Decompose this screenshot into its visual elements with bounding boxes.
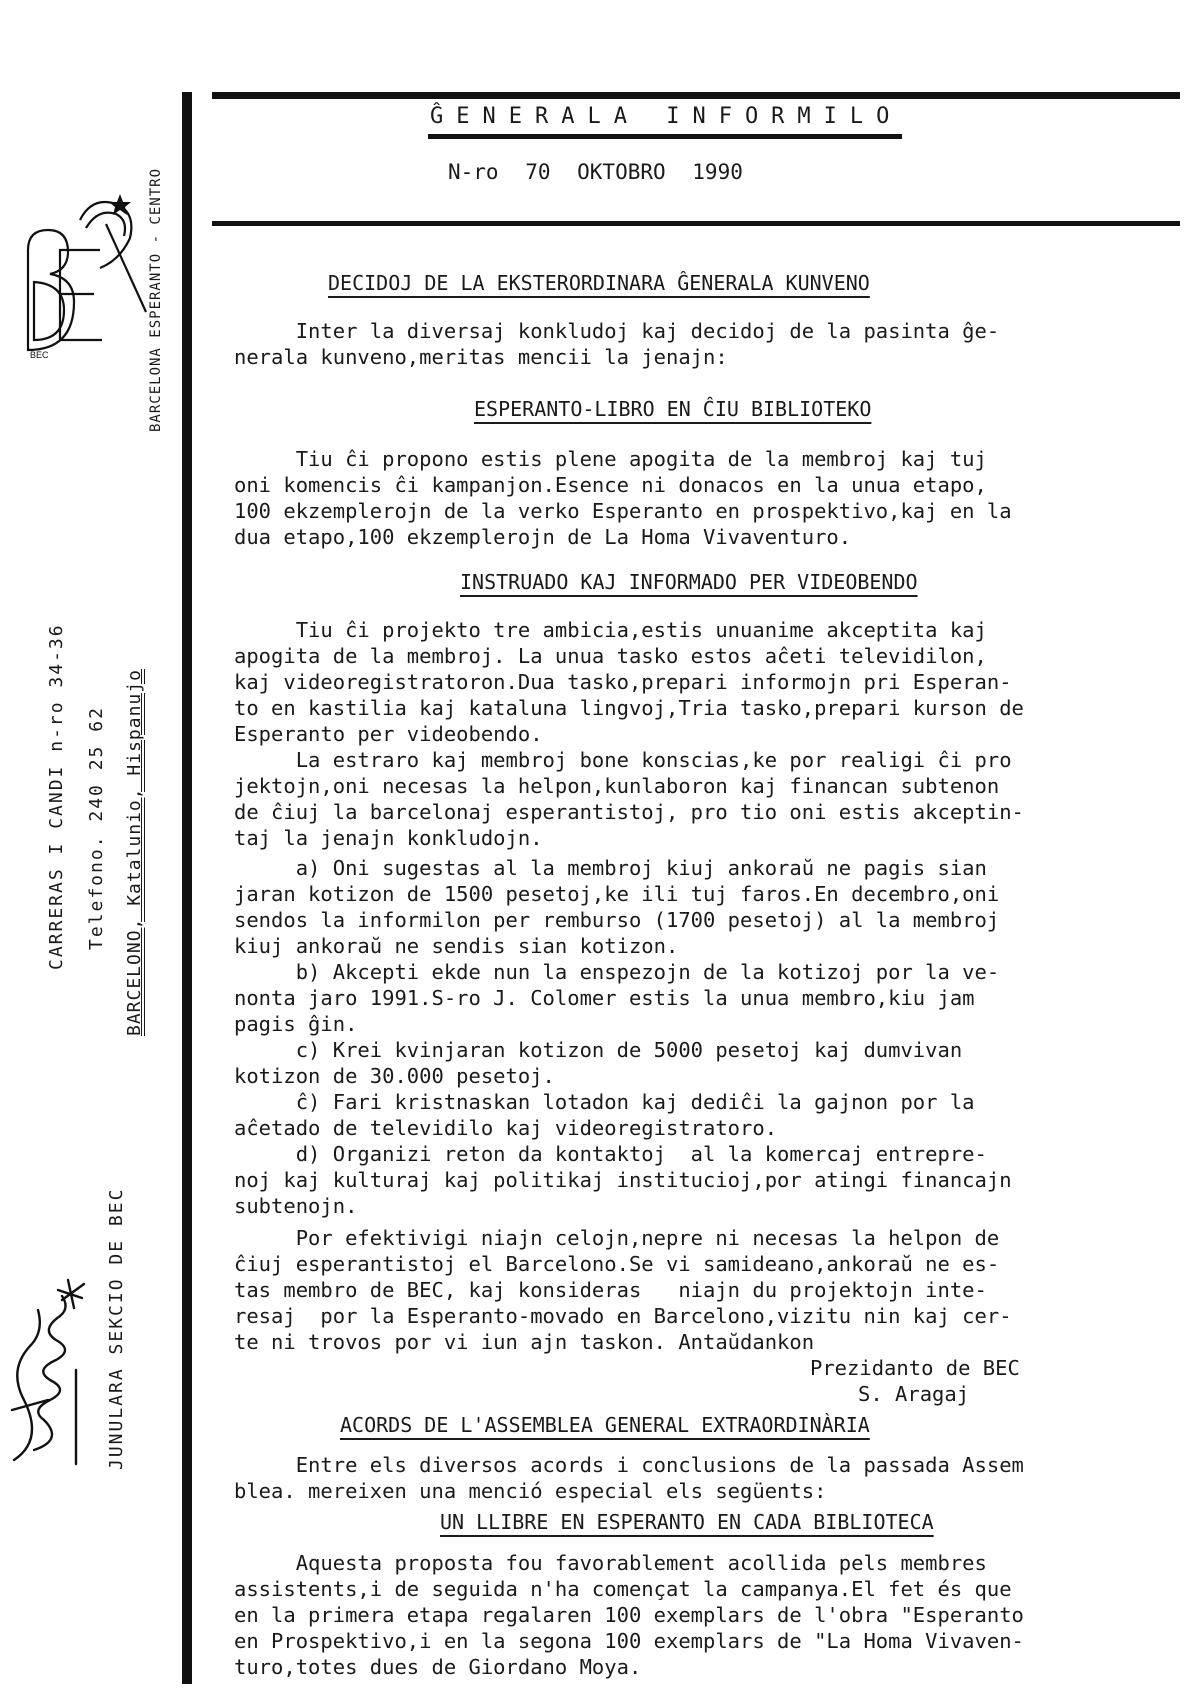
list-item: kotizon de 30.000 pesetoj. — [234, 1064, 555, 1088]
text-line: Tiu ĉi propono estis plene apogita de la membroj kaj tuj — [234, 447, 987, 471]
text-line: 100 ekzemplerojn de la verko Esperanto en prospektivo,kaj en la — [234, 499, 1012, 523]
organization-name: BARCELONA ESPERANTO - CENTRO — [148, 167, 164, 432]
text-line: en Prospektivo,i en la segona 100 exemplars de "La Homa Vivaven- — [234, 1629, 1024, 1653]
text-line: Esperanto per videobendo. — [234, 722, 543, 746]
list-item: b) Akcepti ekde nun la enspezojn de la kotizoj por la ve- — [234, 960, 1000, 984]
list-item: aĉetado de televidilo kaj videoregistratoro. — [234, 1116, 778, 1140]
text-line: apogita de la membroj. La unua tasko estos aĉeti televidilon, — [234, 644, 987, 668]
text-line: ĉiuj esperantistoj el Barcelono.Se vi samideano,ankoraŭ ne es- — [234, 1252, 1000, 1276]
list-item: pagis ĝin. — [234, 1012, 358, 1036]
text-line: Aquesta proposta fou favorablement acollida pels membres — [234, 1551, 987, 1575]
text-line: blea. mereixen una menció especial els següents: — [234, 1479, 827, 1503]
header-top-rule — [212, 92, 1180, 99]
phone-number: Telefono. 240 25 62 — [86, 706, 107, 950]
text-line: taj la jenajn konkludojn. — [234, 826, 543, 850]
list-item: nonta jaro 1991.S-ro J. Colomer estis la unua membro,kiu jam — [234, 986, 975, 1010]
handwritten-signature — [4, 1250, 90, 1470]
title-underline — [428, 134, 902, 139]
text-line: La estraro kaj membroj bone konscias,ke por realigi ĉi pro — [234, 748, 1012, 772]
text-line: Entre els diversos acords i conclusions de la passada Assem — [234, 1453, 1024, 1477]
bec-logo — [20, 190, 150, 360]
conclusions-list — [234, 855, 1012, 1219]
text-line: dua etapo,100 ekzemplerojn de La Homa Vivaventuro. — [234, 525, 852, 549]
closing-paragraph — [234, 1225, 1012, 1355]
signoff-name: S. Aragaj — [858, 1382, 970, 1406]
list-item: sendos la informilon per rembursо (1700 pesetoj) al la membroj — [234, 908, 1000, 932]
text-line: assistents,i de seguida n'ha començat la campanya.El fet és que — [234, 1577, 1012, 1601]
issue-number-date: N-ro 70 OKTOBRO 1990 — [448, 160, 743, 184]
text-line: Por efektivigi niajn celojn,nepre ni necesas la helpon de — [234, 1226, 1000, 1250]
signoff-role: Prezidanto de BEC — [810, 1356, 1020, 1380]
text-line: resaj por la Esperanto-movado en Barcelono,vizitu nin kaj cer- — [234, 1304, 1012, 1328]
section-body-video — [234, 617, 1024, 851]
article-intro — [234, 318, 999, 370]
list-item: ĉ) Fari kristnaskan lotadon kaj dediĉi la gajnon por la — [234, 1090, 975, 1114]
catalan-subheading: UN LLIBRE EN ESPERANTO EN CADA BIBLIOTECA — [440, 1510, 934, 1534]
text-line: nerala kunveno,meritas mencii la jenajn: — [234, 345, 728, 369]
section-heading-video: INSTRUADO KAJ INFORMADO PER VIDEOBENDO — [460, 570, 918, 594]
text-line: turo,totes dues de Giordano Moya. — [234, 1655, 642, 1679]
newsletter-title: ĜENERALA INFORMILO — [430, 104, 903, 129]
list-item: subtenojn. — [234, 1194, 358, 1218]
text-line: oni komencis ĉi kampanjon.Esence ni donacos en la unua etapo, — [234, 473, 987, 497]
section-heading-library: ESPERANTO-LIBRO EN ĈIU BIBLIOTEKO — [474, 397, 872, 421]
catalan-heading: ACORDS DE L'ASSEMBLEA GENERAL EXTRAORDINÀRIA — [340, 1413, 870, 1437]
text-line: te ni trovos por vi iun ajn taskon. Antaŭdankon — [234, 1330, 815, 1354]
text-line: de ĉiuj la barcelonaj esperantistoj, pro tio oni estis akceptin- — [234, 800, 1024, 824]
text-line: tas membro de BEC, kaj konsideras niajn du projektojn inte- — [234, 1278, 987, 1302]
text-line: kaj videoregistratoron.Dua tasko,prepari informojn pri Esperan- — [234, 670, 1012, 694]
list-item: a) Oni sugestas al la membroj kiuj ankoraŭ ne pagis sian — [234, 856, 987, 880]
address: CARRERAS I CANDI n-ro 34-36 — [46, 623, 67, 970]
left-vertical-rule — [182, 92, 192, 1684]
header-bottom-rule — [212, 221, 1180, 226]
list-item: c) Krei kvinjaran kotizon de 5000 pesetoj kaj dumvivan — [234, 1038, 963, 1062]
city-location: BARCELONO, Katalunio, Hispanujo — [124, 669, 145, 1036]
catalan-body — [234, 1550, 1024, 1680]
section-body-library — [234, 446, 1012, 550]
article-heading-decisions: DECIDOJ DE LA EKSTERORDINARA ĜENERALA KUNVENO — [328, 271, 870, 295]
catalan-intro — [234, 1452, 1024, 1504]
youth-section: JUNULARA SEKCIO DE BEC — [106, 1187, 127, 1470]
list-item: kiuj ankoraŭ ne sendis sian kotizon. — [234, 934, 679, 958]
text-line: to en kastilia kaj kataluna lingvoj,Tria tasko,prepari kurson de — [234, 696, 1024, 720]
logo-text: BEC — [30, 350, 49, 360]
text-line: Tiu ĉi projekto tre ambicia,estis unuanime akceptita kaj — [234, 618, 987, 642]
list-item: d) Organizi reton da kontaktoj al la komercaj entrepre- — [234, 1142, 987, 1166]
text-line: Inter la diversaj konkludoj kaj decidoj de la pasinta ĝe- — [234, 319, 1000, 343]
text-line: jektojn,oni necesas la helpon,kunlaboron kaj financan subtenon — [234, 774, 1000, 798]
text-line: en la primera etapa regalaren 100 exemplars de l'obra "Esperanto — [234, 1603, 1024, 1627]
list-item: jaran kotizon de 1500 pesetoj,ke ili tuj faros.En decembro,oni — [234, 882, 1000, 906]
list-item: noj kaj kulturaj kaj politikaj institucioj,por atingi financajn — [234, 1168, 1012, 1192]
